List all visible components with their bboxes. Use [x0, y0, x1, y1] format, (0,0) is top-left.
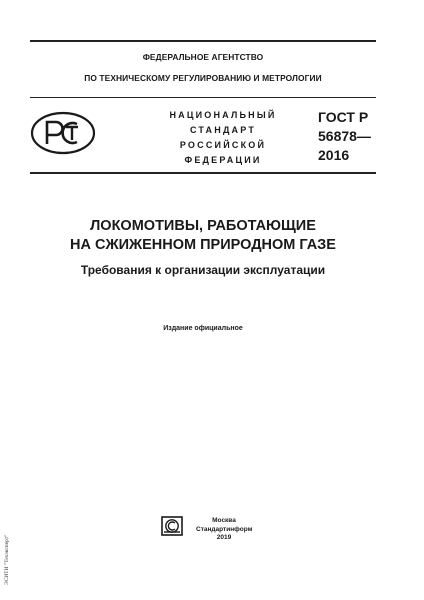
title-line-1: ЛОКОМОТИВЫ, РАБОТАЮЩИЕ — [90, 218, 316, 234]
national-line-3: РОССИЙСКОЙ — [179, 140, 267, 150]
title-line-2: НА СЖИЖЕННОМ ПРИРОДНОМ ГАЗЕ — [70, 237, 336, 253]
gost-r-logo — [30, 111, 96, 155]
gost-line-1: ГОСТ Р — [318, 109, 369, 125]
national-line-2: СТАНДАРТ — [189, 125, 257, 135]
side-watermark-note: ЭСИТИ "Техэксперт" — [4, 534, 10, 585]
document-subtitle: Требования к организации эксплуатации — [80, 263, 326, 277]
gost-line-3: 2016 — [318, 147, 350, 163]
top-rule — [30, 40, 376, 42]
publisher-block — [196, 517, 252, 543]
publisher-year: 2019 — [216, 534, 232, 541]
gost-designation — [318, 108, 371, 165]
national-line-1: НАЦИОНАЛЬНЫЙ — [169, 110, 277, 120]
agency-line-2: ПО ТЕХНИЧЕСКОМУ РЕГУЛИРОВАНИЮ И МЕТРОЛОГИИ — [84, 73, 322, 83]
document-title — [30, 217, 376, 255]
edition-label: Издание официальное — [163, 325, 243, 332]
agency-line-1: ФЕДЕРАЛЬНОЕ АГЕНТСТВО — [142, 52, 264, 62]
standartinform-logo — [161, 516, 183, 536]
publisher-name: Стандартинформ — [196, 525, 253, 533]
publisher-city: Москва — [212, 517, 236, 524]
national-standard-label — [148, 108, 298, 168]
gost-line-2: 56878— — [318, 128, 371, 144]
middle-rule — [30, 172, 376, 174]
national-line-4: ФЕДЕРАЦИИ — [184, 155, 262, 165]
agency-rule — [30, 97, 376, 98]
